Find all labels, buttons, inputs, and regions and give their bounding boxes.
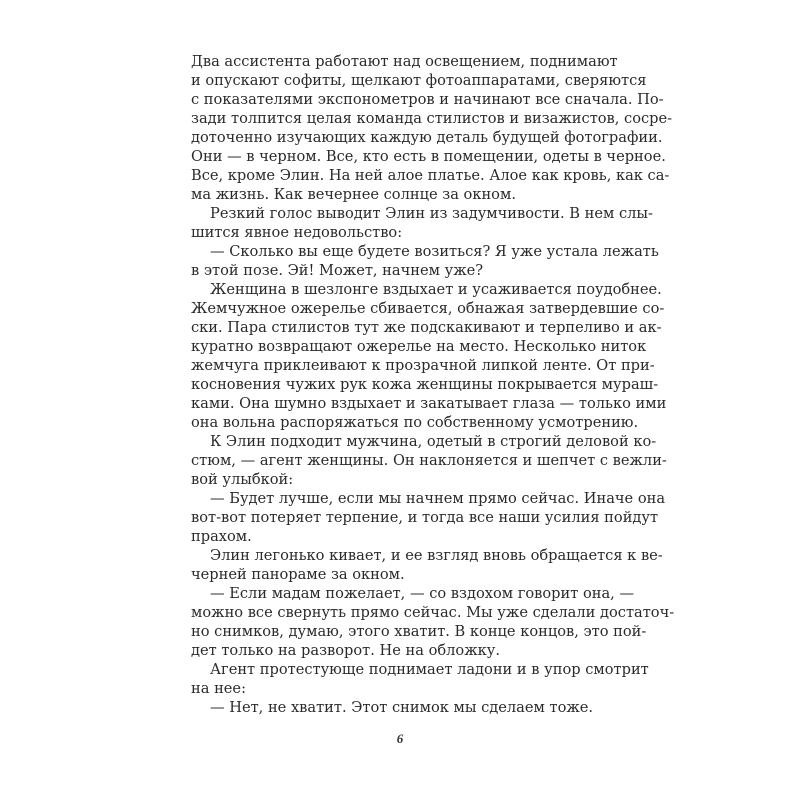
text-line: вот-вот потеряет терпение, и тогда все наши усилия пойдут <box>191 509 659 526</box>
text-line: стюм, — агент женщины. Он наклоняется и шепчет с вежли- <box>191 452 667 469</box>
paragraph <box>191 204 653 242</box>
paragraph <box>191 52 673 204</box>
text-line: ками. Она шумно вздыхает и закатывает глаза — только ими <box>191 395 667 412</box>
text-line: в этой позе. Эй! Может, начнем уже? <box>191 262 484 279</box>
text-line: с показателями экспонометров и начинают все сначала. По- <box>191 91 664 108</box>
text-line: Резкий голос выводит Элин из задумчивости. В нем слы- <box>210 205 653 222</box>
text-line: Два ассистента работают над освещением, поднимают <box>191 53 618 70</box>
text-line: она вольна распоряжаться по собственному усмотрению. <box>191 414 639 431</box>
text-line: — Нет, не хватит. Этот снимок мы сделаем тоже. <box>210 699 594 716</box>
paragraph <box>191 698 606 717</box>
page-body-text <box>191 52 675 717</box>
paragraph <box>191 242 659 280</box>
paragraph <box>191 546 663 584</box>
text-line: но снимков, думаю, этого хватит. В конце концов, это пой- <box>191 623 647 640</box>
paragraph <box>191 489 666 546</box>
text-line: косновения чужих рук кожа женщины покрывается мураш- <box>191 376 659 393</box>
text-line: Женщина в шезлонге вздыхает и усаживается поудобнее. <box>210 281 662 298</box>
text-line: — Если мадам пожелает, — со вздохом говорит она, — <box>210 585 635 602</box>
paragraph <box>191 432 667 489</box>
text-line: Они — в черном. Все, кто есть в помещении, одеты в черное. <box>191 148 666 165</box>
text-line: дет только на разворот. Не на обложку. <box>191 642 500 659</box>
text-line: Все, кроме Элин. На ней алое платье. Алое как кровь, как са- <box>191 167 670 184</box>
text-line: ма жизнь. Как вечернее солнце за окном. <box>191 186 516 203</box>
paragraph <box>191 280 667 432</box>
text-line: куратно возвращают ожерелье на место. Несколько ниток <box>191 338 647 355</box>
paragraph <box>191 660 649 698</box>
text-line: Агент протестующе поднимает ладони и в упор смотрит <box>210 661 649 678</box>
text-line: и опускают софиты, щелкают фотоаппаратами, сверяются <box>191 72 647 89</box>
text-line: Жемчужное ожерелье сбивается, обнажая затвердевшие со- <box>191 300 665 317</box>
text-line: вой улыбкой: <box>191 471 294 488</box>
page-number: 6 <box>396 731 404 746</box>
text-line: шится явное недовольство: <box>191 224 403 241</box>
text-line: доточенно изучающих каждую деталь будущей фотографии. <box>191 129 663 146</box>
text-line: зади толпится целая команда стилистов и визажистов, сосре- <box>191 110 673 127</box>
text-line: Элин легонько кивает, и ее взгляд вновь обращается к ве- <box>210 547 663 564</box>
text-line: прахом. <box>191 528 252 545</box>
text-line: — Будет лучше, если мы начнем прямо сейчас. Иначе она <box>210 490 666 507</box>
text-line: на нее: <box>191 680 246 697</box>
paragraph <box>191 584 675 660</box>
text-line: К Элин подходит мужчина, одетый в строгий деловой ко- <box>210 433 657 450</box>
text-line: ски. Пара стилистов тут же подскакивают и терпеливо и ак- <box>191 319 662 336</box>
text-line: черней панораме за окном. <box>191 566 405 583</box>
text-line: — Сколько вы еще будете возиться? Я уже устала лежать <box>210 243 659 260</box>
text-line: жемчуга приклеивают к прозрачной липкой ленте. От при- <box>191 357 655 374</box>
text-line: можно все свернуть прямо сейчас. Мы уже сделали достаточ- <box>191 604 675 621</box>
